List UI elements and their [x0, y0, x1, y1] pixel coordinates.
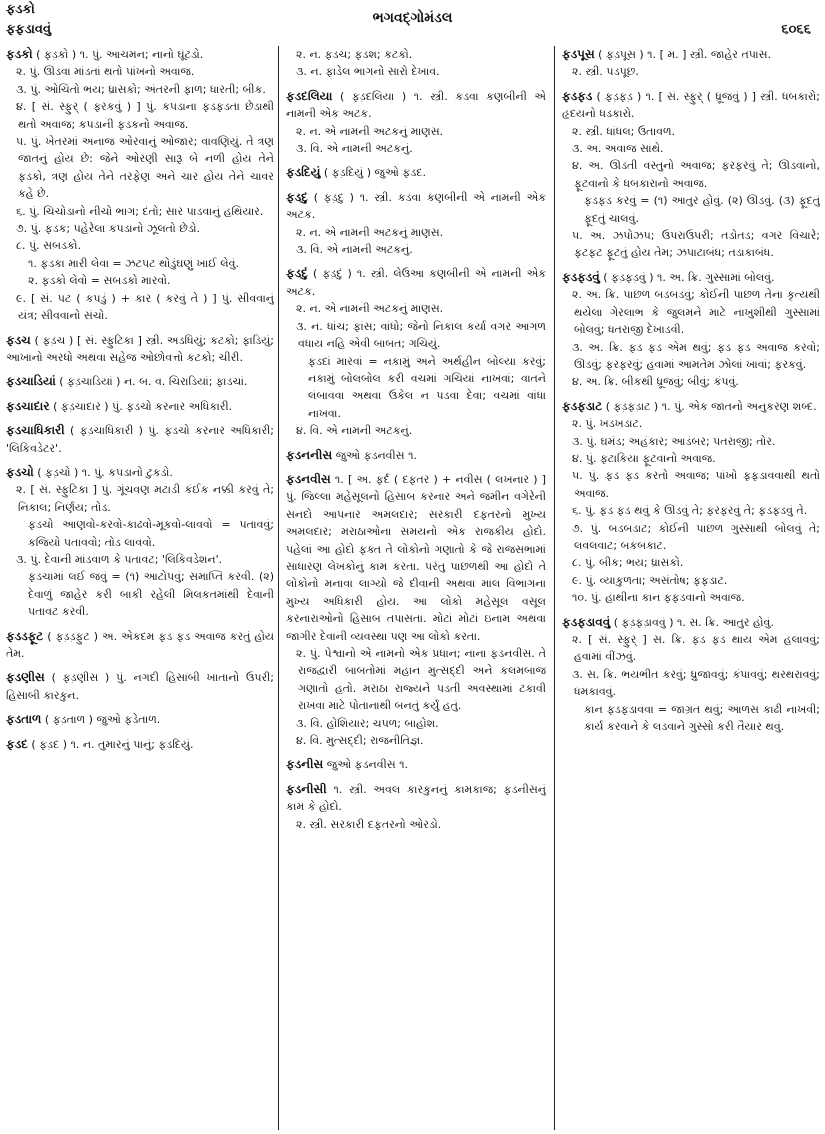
- entry-main-line: [6, 373, 274, 390]
- sense: ૫. અ. ઝપોઝપ; ઉપરાઉપરી; તડોતડ; વગર વિચારે; ફટફટ ફૂટતું હોય તેમ; ઝપાટાબંધ; તડાકાબંધ.: [572, 229, 820, 260]
- definition: ૧. સ્ત્રી. અવલ કારકુનનું કામકાજ; ફડનીસનું કામ કે હોદો.: [286, 782, 546, 814]
- page-title: ભગવદ્ગોમંડલ: [372, 10, 453, 26]
- dictionary-entry: [286, 88, 546, 158]
- definition: ( ફડ઼ચો ) ૧. પું. કપડાનો ટુકડો.: [37, 465, 173, 479]
- entry-main-line: [562, 614, 820, 631]
- headword: ફડનીસી: [286, 781, 327, 796]
- entry-main-line: [286, 471, 546, 645]
- sense: ૨. ન. એ નામની અટકનું માણસ.: [296, 302, 444, 316]
- sense: ૨. પું. પેશ્વાનો એ નામનો એક પ્રધાન; નાના ફડનવીસ. તે રાજદ્વારી બાબતોમાં મહાન મુત્સદ્દી અને કલમબાજ ગણાતો હતો. મરાઠા રાજ્યને પડતી અવસ્થામાં ટકાવી રાખવા માટે પોતાનાથી બનતું કર્યું હતું.: [296, 647, 546, 713]
- dictionary-entry: [286, 447, 546, 464]
- entry-main-line: [286, 265, 546, 300]
- definition: ( ફડ઼ફડ઼વું ) ૧. અ. ક્રિ. ગુસ્સામાં બોલવું.: [603, 270, 775, 284]
- dictionary-entry: [6, 711, 274, 728]
- entry-main-line: [6, 464, 274, 481]
- entry-main-line: [562, 88, 820, 123]
- idiom: ફડદાં મારવાં = નકામું અને અર્થહીન બોલ્યા કરવું; નકામું બોલબોલ કરી વચમાં ગચિયાં નાખવાં; વાતને લંબાવવા અથવા ઉકેલ ન પડવા દેવા; વચમાં વાંધા નાખવા.: [308, 354, 546, 420]
- sense: ૪. અ. ક્રિ. બીકથી ધ્રૂજવું; બીવું; કંપવું.: [572, 375, 739, 389]
- sense: ૮. પું. બીક; ભય; ધ્રાસકો.: [572, 556, 684, 570]
- sense: ૨. પું. ઊડવા માંડતાં થતો પાંખનો અવાજ.: [16, 65, 195, 79]
- entry-main-line: [562, 269, 820, 286]
- sense: ૬. પું. ફડ ફડ થવું કે ઊડવું તે; ફરફરવું તે; ફડફડવું તે.: [572, 504, 808, 518]
- dictionary-entry: [562, 88, 820, 262]
- idiom: કાન ફડફડાવવા = જાગ્રત થવું; આળસ કાઢી નાખવી; કાર્ય કરવાને કે લડવાને ગુસ્સો કરી તૈયાર થવું.: [584, 702, 820, 734]
- sense: ૫. પું. ફડ ફડ કરતો અવાજ; પાંખો ફફડાવવાથી થતો અવાજ.: [572, 469, 820, 500]
- sense: ૩. વિ. હોશિયાર; ચપળ; બાહોશ.: [296, 716, 439, 730]
- definition: ( ફડ઼દું ) ૧. સ્ત્રી. લેઉઆ કણબીની એ નામની એક અટક.: [286, 267, 546, 298]
- headword: ફડફડાટ: [562, 398, 603, 413]
- headword: ફડણીસ: [6, 670, 45, 685]
- dictionary-entry: [6, 46, 274, 325]
- sense: ૨. ન. એ નામની અટકનું માણસ.: [296, 124, 444, 138]
- headword: ફડચ: [6, 332, 31, 347]
- definition: ( ફડ઼ચ ) [ સં. સ્ફુટિકા ] સ્ત્રી. અડધિયું; કટકો; ફાડિયું; આખાનો અરધો અથવા સહેજ ઓછોવત્તો કટકો; ચીરી.: [6, 333, 274, 364]
- headword: ફડદ: [6, 736, 28, 751]
- idiom: ૨. ફડકો લેવો = સબડકો મારવો.: [28, 274, 171, 288]
- definition: ( ફડ઼કો ) ૧. પું. આચમન; નાનો ઘૂંટડો.: [36, 48, 204, 61]
- sense: ૭. પું. બડબડાટ; કોઈની પાછળ ગુસ્સાથી બોલવું તે; લવલવાટ; બકબકાટ.: [572, 521, 820, 552]
- headword: ફડકો: [6, 47, 33, 61]
- definition: ૧. [ અ. ફર્દ ( દફતર ) + નવીસ ( લખનાર ) ] પું. જિલ્લા મહેસૂલનો હિસાબ કરનાર અને જમીન વગેરેની સનદો આપનાર અમલદાર; સરકારી દફતરનો મુખ્ય અમલદાર; મરાઠાઓના સમયનો એક રાજકીય હોદો. પહેલાં આ હોદો ફક્ત તે લોકોનો ગણાતો કે જે રાજસભામાં સાધારણ લેખકોનું કામ કરતા. પરંતુ પાછળથી આ હોદો તે લોકોનો મનાવા લાગ્યો જે દીવાની અથવા માલ વિભાગના મુખ્ય અધિકારી હોય. આ લોકો મહેસૂલ વસૂલ કરનારાઓનો હિસાબ તપાસતા. મોટાં મોટાં ઇનામ અથવા જાગીર દેવાની વ્યવસ્થા પણ આ લોકો કરતા.: [286, 472, 546, 643]
- sense: ૨. અ. ક્રિ. પાછળ બડબડવું; કોઈની પાછળ તેના કૃત્યથી થયેલા ગેરલાભ કે જુલમને માટે નાખુશીથી ગુસ્સામાં બોલવું; ધતરાજી દેખાડવી.: [572, 288, 820, 337]
- dictionary-entry: [286, 164, 546, 181]
- sense: ૫. પું. ખેતરમાં અનાજ ઓરવાનું ઓજાર; વાવણિયું. તે ત્રણ જાતનું હોય છે: જેને ઓરણી સારૂ બે નળી હોય તેને ફડકો, ત્રણ હોય તેને તરફેણ અને ચાર હોય તેને ચાવર કહે છે.: [16, 135, 274, 201]
- guide-word-first: ફડકો: [6, 2, 35, 17]
- dictionary-entry: [286, 756, 546, 773]
- sense: ૩. વિ. એ નામની અટકનું.: [296, 243, 413, 257]
- headword: ફડડફૂટ: [6, 628, 44, 643]
- entry-main-line: [286, 88, 546, 123]
- dictionary-entry: [286, 781, 546, 833]
- dictionary-entry: [562, 614, 820, 736]
- entry-main-line: [6, 422, 274, 457]
- dictionary-entry: [6, 422, 274, 457]
- entry-main-line: [6, 736, 274, 753]
- column-3: [562, 46, 820, 1130]
- sense: ૩. અ. ક્રિ. ફડ ફડ એમ થવું; ફડ ફડ અવાજ કરવો; ઊડવું; ફરફરવું; હવામાં આમતેમ ઝોલાં ખાવાં; ફરકવું.: [572, 340, 820, 371]
- definition: ( ફડ઼ણીસ ) પું. નગદી હિસાબી ખાતાનો ઉપરી; હિસાબી કારકુન.: [6, 671, 274, 702]
- column-2: [286, 46, 546, 1130]
- dictionary-entry: [6, 332, 274, 367]
- headword: ફડદિયું: [286, 165, 321, 180]
- idiom: ૧. ફડકા મારી લેવા = ઝટપટ થોડુંઘણું ખાઈ લેવું.: [28, 256, 239, 270]
- definition: જુઓ ફડનવીસ ૧.: [335, 448, 417, 462]
- entry-main-line: [286, 447, 546, 464]
- headword: ફડતાળ: [6, 712, 42, 727]
- definition: ( ફડ઼ચાદાર ) પું. ફડચો કરનાર અધિકારી.: [53, 399, 233, 413]
- page-header: [0, 0, 825, 44]
- entry-main-line: [286, 781, 546, 816]
- sense: ૪. વિ. મુત્સદ્દી; રાજનીતિજ્ઞ.: [296, 734, 424, 748]
- sense: ૯. [ સં. પટ ( કપડું ) + કાર ( કરવું તે ) ] પું. સીવવાનું યંત્ર; સીવવાનો સંચો.: [16, 291, 274, 323]
- sense: ૨. પું. ખડખડાટ.: [572, 417, 643, 431]
- headword: ફડદલિયા: [286, 88, 333, 103]
- headword: ફડદું: [286, 266, 308, 281]
- headword: ફડચાધિકારી: [6, 423, 65, 438]
- headword: ફડપૂસ: [562, 47, 595, 61]
- idiom: ફડચો આણવો-કરવો-કાઢવો-મૂકવો-લાવવો = પતાવવું; કજિયો પતાવવો; તોડ લાવવો.: [28, 518, 274, 549]
- entry-main-line: [6, 46, 274, 63]
- headword: ફડદુ: [286, 189, 308, 204]
- entry-main-line: [6, 711, 274, 728]
- dictionary-entry: [6, 373, 274, 390]
- sense: ૩. અ. અવાજ સાથે.: [572, 142, 664, 156]
- dictionary-entry: [286, 265, 546, 439]
- dictionary-entry: [6, 669, 274, 704]
- entry-main-line: [562, 398, 820, 415]
- sense: ૪. [ સં. સ્ફુર્ ( ફરકવું ) ] પું. કપડાના ફડફડતા છેડાથી થતો અવાજ; કપડાની ફડકનો અવાજ.: [16, 100, 274, 131]
- sense: ૩. પું. દેવાની માંડવાળ કે પતાવટ; 'લિકિવડેશન'.: [16, 552, 223, 566]
- definition: જુઓ ફડનવીસ ૧.: [326, 758, 409, 772]
- dictionary-entry: [6, 736, 274, 753]
- column-divider: [278, 46, 279, 1130]
- definition: ( ફડ઼ચાધિકારી ) પું. ફડચો કરનાર અધિકારી; 'લિકિવડેટર'.: [6, 424, 274, 455]
- headword: ફડનવીસ: [286, 471, 331, 486]
- sense: ૨. [ સં. સ્ફુર્ ] સ. ક્રિ. ફડ ફડ થાય એમ હલાવવું; હવામાં વીંઝવું.: [572, 633, 820, 664]
- headword: ફડચો: [6, 464, 34, 479]
- sense: ૩. પું. ઘમંડ; અહંકાર; આડંબર; પતરાજી; તોર.: [572, 434, 776, 448]
- idiom: ફડફડ કરવું = (૧) આતુર હોવું. (૨) ઊડવું. (૩) ફૂદતું ફૂદતું ચાલવું.: [584, 194, 820, 225]
- definition: ( ફડ઼દલિયા ) ૧. સ્ત્રી. કડવા કણબીની એ નામની એક અટક.: [286, 89, 546, 121]
- dictionary-entry: [6, 398, 274, 415]
- entry-main-line: [286, 756, 546, 773]
- dictionary-entry: [562, 398, 820, 607]
- headword: ફડનનીસ: [286, 447, 333, 462]
- headword: ફડચાડિયાં: [6, 374, 56, 389]
- entry-main-line: [286, 164, 546, 181]
- entry-main-line: [6, 332, 274, 367]
- headword: ફડનીસ: [286, 757, 324, 772]
- dictionary-entry: [562, 46, 820, 81]
- page-number: ૬૦૬૬: [781, 22, 811, 37]
- definition: ( ફડ઼પૂસ ) ૧. [ મ. ] સ્ત્રી. જાહેર તપાસ.: [598, 48, 772, 61]
- dictionary-entry: [562, 269, 820, 391]
- definition: ( ફડ઼દુ ) ૧. સ્ત્રી. કડવા કણબીની એ નામની એક અટક.: [286, 190, 546, 222]
- dictionary-entry: [286, 471, 546, 750]
- sense: ૩. પું. ઓચિંતો ભય; ધ્રાસકો; અંતરની ફાળ; ધારતી; બીક.: [16, 82, 266, 96]
- definition: ( ફડ઼દ ) ૧. ન. તુમારનું પાનું; ફડદિયું.: [31, 737, 194, 751]
- headword: ફડફડવું: [562, 269, 600, 284]
- sense: ૨. સ્ત્રી. પડપૂછ.: [572, 65, 639, 79]
- dictionary-entry: [6, 628, 274, 663]
- entry-main-line: [286, 189, 546, 224]
- sense: ૨. સ્ત્રી. ધાંધલ; ઉતાવળ.: [572, 124, 676, 138]
- dictionary-entry: [6, 464, 274, 621]
- sense: ૨. ન. એ નામની અટકનું માણસ.: [296, 225, 444, 239]
- sense: ૮. પું. સબડકો.: [16, 239, 81, 253]
- dictionary-entry: [286, 189, 546, 259]
- sense: ૪. વિ. એ નામની અટકનું.: [296, 424, 413, 438]
- column-divider: [554, 46, 555, 1130]
- sense: ૩. ન. ધાંચ; ફાંસ; વાંધો; જેનો નિકાલ કર્યા વગર આગળ વધાય નહિ એવી બાબત; ગચિયું.: [296, 319, 546, 351]
- sense: ૨. [ સં. સ્ફુટિકા ] પું. ગૂંચવણ મટાડી કંઈક નક્કી કરવું તે; નિકાલ; નિર્ણય; તોડ.: [16, 483, 274, 514]
- sense: ૪. પું. ફટાકિયા ફૂટવાનો અવાજ.: [572, 451, 716, 465]
- entry-main-line: [6, 669, 274, 704]
- idiom: ફડચામાં લઈ જવું = (૧) આટોપવું; સમાપ્તિ કરવી. (૨) દેવાળું જાહેર કરી બાકી રહેલી મિલકતમાંથી દેવાની પતાવટ કરવી.: [28, 570, 274, 619]
- sense: ૪. અ. ઊડતી વસ્તુનો અવાજ; ફરફરવું તે; ઊડવાનો, ફૂટવાનો કે ધબકારાનો અવાજ.: [572, 159, 820, 190]
- sense: ૧૦. પું. હાથીના કાન ફફડવાનો અવાજ.: [572, 591, 745, 605]
- sense: ૬. પું. ચિચોડાનો નીચો ભાગ; દંતો; સાર પાડવાનું હથિયાર.: [16, 204, 264, 218]
- headword: ફડફડ: [562, 88, 593, 103]
- guide-word-last: ફફડાવવું: [6, 22, 52, 37]
- sense: ૨. ન. ફડચ; ફડશ; કટકો.: [296, 48, 413, 61]
- definition: ( ફડ઼તાળ ) જુઓ ફડેતાળ.: [44, 713, 161, 727]
- definition: ( ફડ઼ચાડિયાં ) ન. બ. વ. ચિરાડિયાં; ફાડચાં.: [59, 375, 248, 389]
- sense: ૩. ન. ફાડેલ ભાગનો સારો દેખાવ.: [296, 65, 440, 79]
- column-1: [6, 46, 274, 1130]
- definition: ( ફડ઼ફડ઼ ) ૧. [ સં. સ્ફુર્ ( ધ્રૂજવું ) ] સ્ત્રી. ધબકારો; હૃદયનો ધડકારો.: [562, 89, 820, 121]
- entry-main-line: [562, 46, 820, 63]
- definition: ( ફડ઼ફડ઼ાવવું ) ૧. સ. ક્રિ. આતુર હોવું.: [613, 615, 774, 629]
- entry-main-line: [6, 628, 274, 663]
- dictionary-columns: [0, 46, 825, 1130]
- definition: ( ફડ઼દિયું ) જુઓ ફડદ.: [323, 166, 426, 180]
- sense: ૭. પું. ફડક; પહેરેલા કપડાનો ઝૂલતો છેડો.: [16, 222, 201, 236]
- sense: ૨. સ્ત્રી. સરકારી દફતરનો ઓરડો.: [296, 817, 442, 831]
- sense: ૩. વિ. એ નામની અટકનું.: [296, 142, 413, 156]
- dictionary-entry: [286, 46, 546, 81]
- entry-main-line: [6, 398, 274, 415]
- headword: ફડચાદાર: [6, 398, 50, 413]
- sense: ૩. સ. ક્રિ. ભયભીત કરવું; ધ્રુજાવવું; કંપાવવું; થરથરાવવું; ધમકાવવું.: [572, 667, 820, 699]
- headword: ફડફડાવવું: [562, 614, 611, 629]
- definition: ( ફડ઼ફડ઼ાટ ) ૧. પું. એક જાતનો અનુકરણ શબ્દ.: [605, 399, 817, 413]
- sense: ૯. પું. વ્યાકુળતા; અસંતોષ; ફફડાટ.: [572, 573, 728, 587]
- definition: ( ફડ઼ડ઼ફુટ ) અ. એકદમ ફડ ફડ અવાજ કરતું હોય તેમ.: [6, 629, 274, 660]
